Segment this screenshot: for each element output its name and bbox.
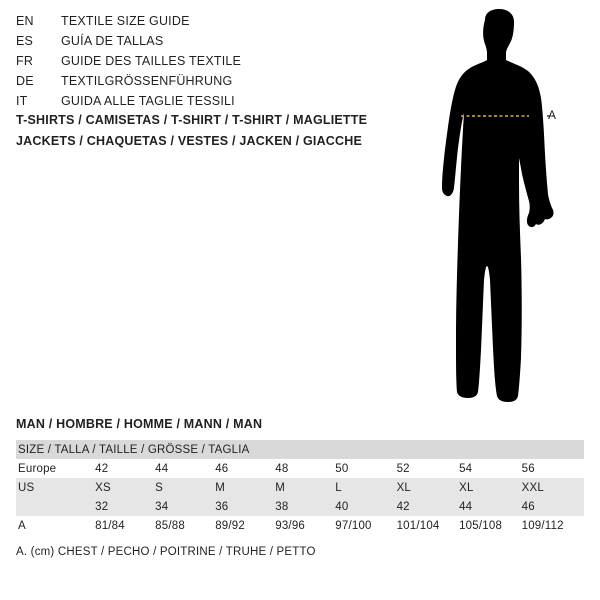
language-list — [16, 14, 376, 114]
man-figure-illustration — [400, 8, 600, 408]
language-text: GUÍA DE TALLAS — [61, 34, 164, 48]
chest-measure-line — [400, 8, 600, 408]
cell-value: 40 — [335, 497, 396, 516]
chest-measure-label: A — [548, 108, 557, 122]
cell-value: 44 — [155, 459, 215, 478]
cell-value: 46 — [215, 459, 275, 478]
cell-value: 81/84 — [95, 516, 155, 535]
cell-value: 44 — [459, 497, 522, 516]
language-text: TEXTILE SIZE GUIDE — [61, 14, 190, 28]
footnote: A. (cm) CHEST / PECHO / POITRINE / TRUHE / PETTO — [16, 546, 316, 558]
language-row — [16, 14, 376, 34]
cell-value: XL — [397, 478, 460, 497]
row-label: A — [16, 516, 95, 535]
cell-value: 101/104 — [397, 516, 460, 535]
language-text: GUIDE DES TAILLES TEXTILE — [61, 54, 242, 68]
cell-value: XS — [95, 478, 155, 497]
language-row — [16, 54, 376, 74]
language-text: TEXTILGRÖSSENFÜHRUNG — [61, 74, 233, 88]
table-row — [16, 478, 584, 497]
cell-value: 52 — [397, 459, 460, 478]
category-list — [16, 110, 416, 152]
language-code: IT — [16, 94, 28, 108]
language-row — [16, 34, 376, 54]
cell-value: XL — [459, 478, 522, 497]
cell-value: 38 — [275, 497, 335, 516]
row-label: Europe — [16, 459, 95, 478]
table-title: MAN / HOMBRE / HOMME / MANN / MAN — [16, 417, 263, 431]
language-code: ES — [16, 34, 34, 48]
cell-value: 85/88 — [155, 516, 215, 535]
language-row — [16, 74, 376, 94]
cell-value: 56 — [522, 459, 584, 478]
cell-value: 42 — [95, 459, 155, 478]
category-tshirts: T-SHIRTS / CAMISETAS / T-SHIRT / T-SHIRT / MAGLIETTE — [16, 113, 368, 127]
cell-value: XXL — [522, 478, 584, 497]
category-jackets: JACKETS / CHAQUETAS / VESTES / JACKEN / GIACCHE — [16, 134, 363, 148]
size-table — [16, 440, 584, 535]
language-code: FR — [16, 54, 34, 68]
cell-value: 105/108 — [459, 516, 522, 535]
cell-value: L — [335, 478, 396, 497]
cell-value: 109/112 — [522, 516, 584, 535]
cell-value: 54 — [459, 459, 522, 478]
cell-value: 89/92 — [215, 516, 275, 535]
table-row — [16, 516, 584, 535]
cell-value: 34 — [155, 497, 215, 516]
row-label — [16, 497, 95, 516]
table-row — [16, 497, 584, 516]
cell-value: 93/96 — [275, 516, 335, 535]
cell-value: 97/100 — [335, 516, 396, 535]
row-label: US — [16, 478, 95, 497]
cell-value: 48 — [275, 459, 335, 478]
table-row — [16, 459, 584, 478]
cell-value: 36 — [215, 497, 275, 516]
table-header-row — [16, 440, 584, 459]
language-code: DE — [16, 74, 34, 88]
cell-value: 46 — [522, 497, 584, 516]
cell-value: M — [215, 478, 275, 497]
language-text: GUIDA ALLE TAGLIE TESSILI — [61, 94, 235, 108]
cell-value: 32 — [95, 497, 155, 516]
language-code: EN — [16, 14, 34, 28]
table-header-label: SIZE / TALLA / TAILLE / GRÖSSE / TAGLIA — [16, 440, 584, 459]
cell-value: 42 — [397, 497, 460, 516]
cell-value: M — [275, 478, 335, 497]
cell-value: S — [155, 478, 215, 497]
cell-value: 50 — [335, 459, 396, 478]
